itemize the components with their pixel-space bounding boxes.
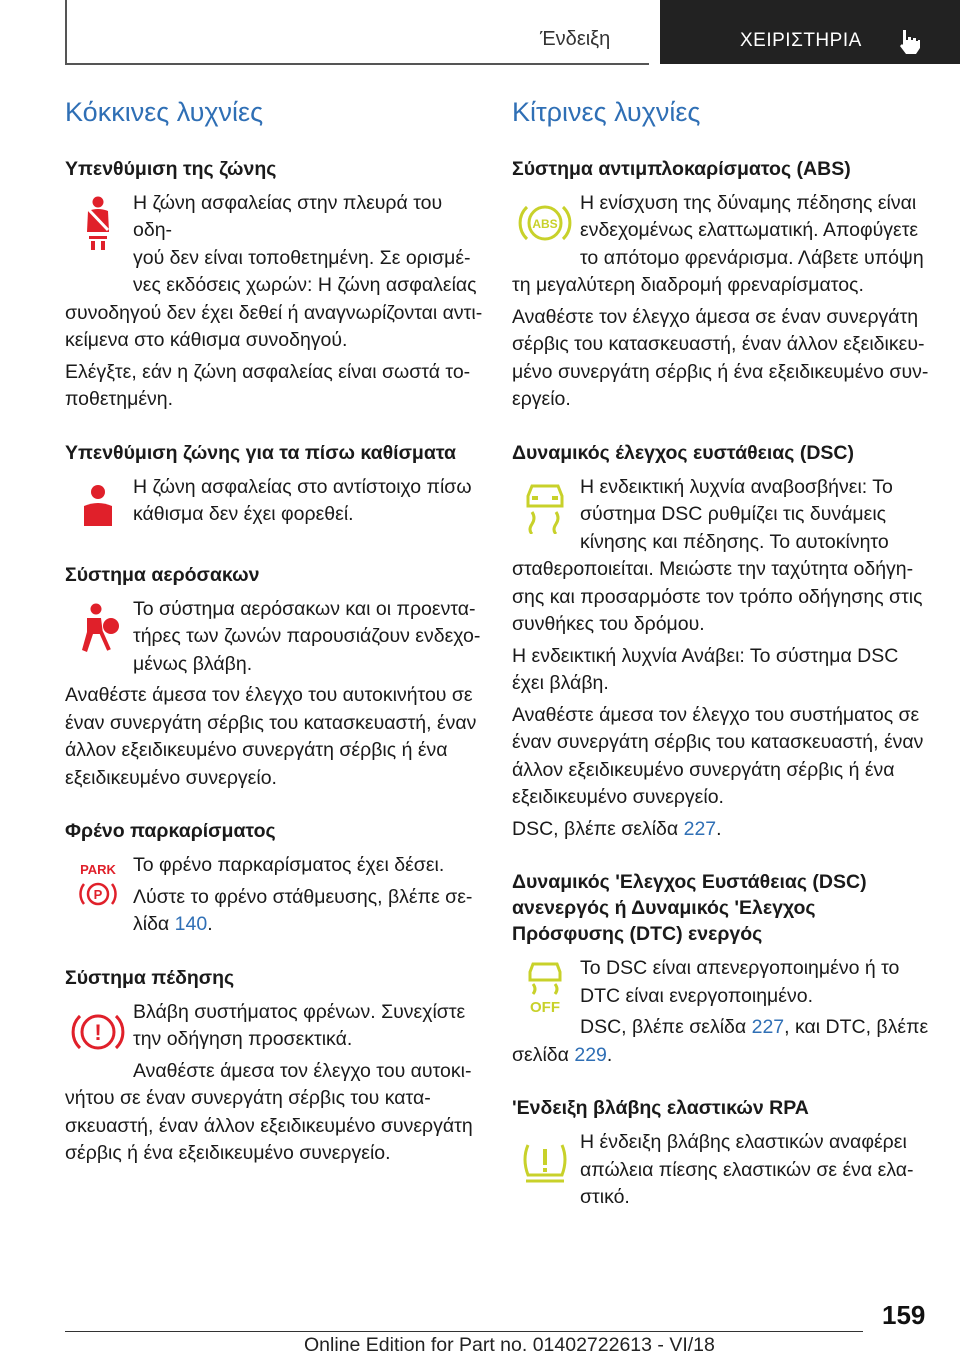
seatbelt-text-line: γού δεν είναι τοποθετημένη. Σε ορισμέ- bbox=[133, 246, 471, 269]
seatbelt-check-line: ποθετημένη. bbox=[65, 388, 174, 411]
red-lights-heading: Κόκκινες λυχνίες bbox=[65, 97, 264, 127]
abs-icon bbox=[512, 190, 578, 256]
parking-text-line: Λύστε το φρένο στάθμευσης, βλέπε σε- bbox=[133, 885, 473, 908]
dsc-off-reference: σελίδα 229. bbox=[512, 1043, 613, 1066]
dsc-reference: DSC, βλέπε σελίδα 227. bbox=[512, 817, 722, 840]
abs-title: Σύστημα αντιμπλοκαρίσματος (ABS) bbox=[512, 157, 851, 180]
dsc-action-line: έναν συνεργάτη σέρβις του κατασκευαστή, έναν bbox=[512, 731, 924, 754]
dsc-off-text-line: Το DSC είναι απενεργοποιημένο ή το bbox=[580, 957, 900, 980]
brake-action-line: νήτου σε έναν συνεργάτη σέρβις του κατα- bbox=[65, 1087, 431, 1110]
rpa-title: 'Ενδειξη βλάβης ελαστικών RPA bbox=[512, 1097, 809, 1120]
airbag-action-line: εξειδικευμένο συνεργείο. bbox=[65, 766, 277, 789]
seatbelt-text-line: συνοδηγού δεν έχει δεθεί ή αναγνωρίζονται αντι- bbox=[65, 301, 483, 324]
page-link-227[interactable]: 227 bbox=[683, 817, 717, 840]
brake-icon-glyph: ! bbox=[94, 1019, 102, 1045]
rear-seat-person-icon bbox=[65, 474, 131, 540]
rear-seatbelt-title: Υπενθύμιση ζώνης για τα πίσω καθίσματα bbox=[65, 441, 456, 464]
abs-icon-label: ABS bbox=[532, 216, 558, 231]
airbag-action-line: άλλον εξειδικευμένο συνεργάτη σέρβις ή ένα bbox=[65, 739, 448, 762]
dsc-lit-line: Η ενδεικτική λυχνία Ανάβει: Το σύστημα DSC bbox=[512, 644, 899, 667]
parking-text-line: Το φρένο παρκαρίσματος έχει δέσει. bbox=[133, 854, 445, 877]
abs-action-line: σέρβις του κατασκευαστή, έναν άλλον εξειδικευ- bbox=[512, 333, 925, 356]
dsc-action-line: εξειδικευμένο συνεργείο. bbox=[512, 786, 724, 809]
left-column bbox=[65, 98, 485, 1168]
dsc-title: Δυναμικός έλεγχος ευστάθειας (DSC) bbox=[512, 441, 854, 464]
rear-seatbelt-text-line: Η ζώνη ασφαλείας στο αντίστοιχο πίσω bbox=[133, 475, 472, 498]
abs-action-line: μένο συνεργάτη σέρβις ή ένα εξειδικευμένο συν- bbox=[512, 360, 929, 383]
brake-text-line: Αναθέστε άμεσα τον έλεγχο του αυτοκι- bbox=[133, 1059, 472, 1082]
dsc-off-reference: DSC, βλέπε σελίδα 227, και DTC, βλέπε bbox=[580, 1016, 929, 1039]
right-column bbox=[512, 98, 932, 1212]
tire-pressure-icon bbox=[512, 1129, 578, 1195]
rpa-text-line: στικό. bbox=[580, 1186, 630, 1209]
edition-info: Online Edition for Part no. 01402722613 - VI/18 bbox=[304, 1334, 715, 1356]
airbag-title: Σύστημα αερόσακων bbox=[65, 563, 260, 586]
seatbelt-check-line: Ελέγξτε, εάν η ζώνη ασφαλείας είναι σωστά το- bbox=[65, 360, 471, 383]
parking-icon-letter: P bbox=[93, 887, 103, 903]
dsc-skid-icon bbox=[512, 474, 578, 540]
footer-divider bbox=[65, 1331, 863, 1332]
abs-text-line: τη μεγαλύτερη διαδρομή φρεναρίσματος. bbox=[512, 274, 864, 297]
seatbelt-icon bbox=[65, 190, 131, 256]
abs-text-line: το απότομο φρενάρισμα. Λάβετε υπόψη bbox=[580, 246, 924, 269]
rpa-text-line: απώλεια πίεσης ελαστικών σε ένα ελα- bbox=[580, 1158, 914, 1181]
header-divider-left bbox=[65, 0, 67, 64]
airbag-text-line: μένως βλάβη. bbox=[133, 652, 253, 675]
rear-seatbelt-text-line: κάθισμα δεν έχει φορεθεί. bbox=[133, 503, 354, 526]
brake-text-line: Βλάβη συστήματος φρένων. Συνεχίστε bbox=[133, 1000, 466, 1023]
header-section-title: Ένδειξη bbox=[540, 28, 611, 50]
parking-icon-label: PARK bbox=[80, 862, 116, 878]
section-parking-brake bbox=[65, 818, 485, 939]
airbag-icon bbox=[65, 596, 131, 662]
seatbelt-text-line: κείμενα στο κάθισμα συνοδηγού. bbox=[65, 329, 348, 352]
section-abs bbox=[512, 156, 932, 414]
header-divider-bottom bbox=[65, 63, 649, 65]
dsc-off-title: Πρόσφυσης (DTC) ενεργός bbox=[512, 923, 763, 946]
dsc-text-line: Η ενδεικτική λυχνία αναβοσβήνει: Το bbox=[580, 475, 893, 498]
abs-action-line: Αναθέστε τον έλεγχο άμεσα σε έναν συνεργάτη bbox=[512, 305, 919, 328]
dsc-text-line: σταθεροποιείται. Μειώστε την ταχύτητα οδήγη- bbox=[512, 558, 914, 581]
yellow-lights-heading: Κίτρινες λυχνίες bbox=[512, 97, 701, 127]
dsc-text-line: συνθήκες του δρόμου. bbox=[512, 613, 705, 636]
parking-brake-icon bbox=[65, 852, 131, 918]
dsc-off-text-line: DTC είναι ενεργοποιημένο. bbox=[580, 984, 813, 1007]
dsc-text-line: κίνησης και πέδησης. Το αυτοκίνητο bbox=[580, 530, 889, 553]
seatbelt-title: Υπενθύμιση της ζώνης bbox=[65, 157, 277, 180]
dsc-text-line: σύστημα DSC ρυθμίζει τις δυνάμεις bbox=[580, 503, 887, 526]
abs-text-line: Η ενίσχυση της δύναμης πέδησης είναι bbox=[580, 191, 917, 214]
brake-text-line: την οδήγηση προσεκτικά. bbox=[133, 1028, 353, 1051]
brake-action-line: σέρβις ή ένα εξειδικευμένο συνεργείο. bbox=[65, 1142, 391, 1165]
page-link-227[interactable]: 227 bbox=[751, 1016, 785, 1039]
brake-action-line: σκευαστή, έναν άλλον εξειδικευμένο συνεργάτη bbox=[65, 1114, 473, 1137]
parking-text-line: λίδα 140. bbox=[133, 913, 213, 936]
section-rear-seatbelt bbox=[65, 440, 485, 536]
dsc-off-icon bbox=[512, 955, 578, 1021]
pointing-hand-icon bbox=[894, 26, 924, 56]
dsc-off-title: Δυναμικός 'Ελεγχος Ευστάθειας (DSC) bbox=[512, 871, 867, 894]
dsc-lit-line: έχει βλάβη. bbox=[512, 672, 609, 695]
airbag-action-line: Αναθέστε άμεσα τον έλεγχο του αυτοκινήτου σε bbox=[65, 684, 473, 707]
airbag-text-line: Το σύστημα αερόσακων και οι προεντα- bbox=[133, 597, 476, 620]
page-link-140[interactable]: 140 bbox=[174, 913, 208, 936]
section-brake-system bbox=[65, 965, 485, 1168]
section-seatbelt-reminder bbox=[65, 156, 485, 414]
header-chapter-tab bbox=[660, 0, 960, 64]
seatbelt-text-line: Η ζώνη ασφαλείας στην πλευρά του οδη- bbox=[133, 191, 443, 242]
dsc-action-line: Αναθέστε άμεσα τον έλεγχο του συστήματος σε bbox=[512, 703, 920, 726]
header-chapter-title: ΧΕΙΡΙΣΤΗΡΙΑ bbox=[740, 30, 862, 51]
brake-warning-icon bbox=[65, 999, 131, 1065]
dsc-text-line: σης και προσαρμόστε τον τρόπο οδήγησης στις bbox=[512, 585, 923, 608]
abs-text-line: ενδεχομένως ελαττωματική. Αποφύγετε bbox=[580, 219, 919, 242]
seatbelt-text-line: νες εκδόσεις χωρών: Η ζώνη ασφαλείας bbox=[133, 274, 477, 297]
page-link-229[interactable]: 229 bbox=[574, 1043, 607, 1066]
brake-system-title: Σύστημα πέδησης bbox=[65, 966, 235, 989]
dsc-action-line: άλλον εξειδικευμένο συνεργάτη σέρβις ή ένα bbox=[512, 758, 895, 781]
section-airbag bbox=[65, 562, 485, 793]
airbag-action-line: έναν συνεργάτη σέρβις του κατασκευαστή, έναν bbox=[65, 711, 477, 734]
airbag-text-line: τήρες των ζωνών παρουσιάζουν ενδεχο- bbox=[133, 625, 481, 648]
section-rpa bbox=[512, 1095, 932, 1212]
rpa-text-line: Η ένδειξη βλάβης ελαστικών αναφέρει bbox=[580, 1131, 907, 1154]
section-dsc bbox=[512, 440, 932, 844]
section-dsc-off bbox=[512, 869, 932, 1069]
dsc-off-icon-label: OFF bbox=[530, 999, 560, 1017]
parking-brake-title: Φρένο παρκαρίσματος bbox=[65, 820, 276, 843]
dsc-off-title: ανενεργός ή Δυναμικός 'Ελεγχος bbox=[512, 897, 816, 920]
page-number: 159 bbox=[882, 1300, 926, 1330]
abs-action-line: εργείο. bbox=[512, 388, 571, 411]
